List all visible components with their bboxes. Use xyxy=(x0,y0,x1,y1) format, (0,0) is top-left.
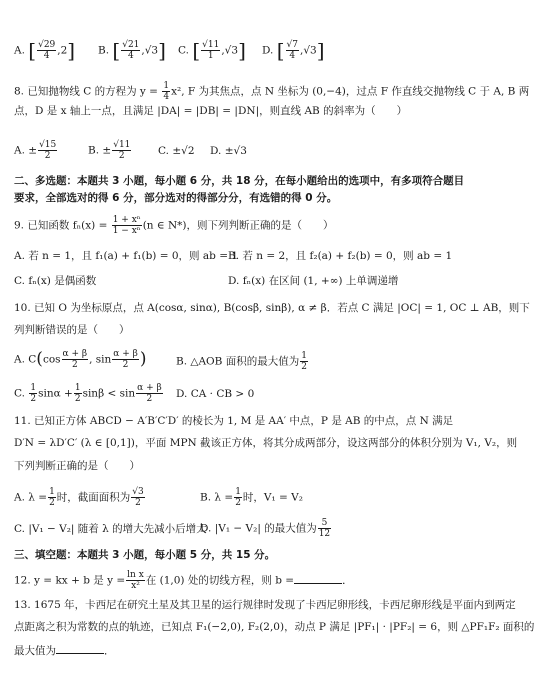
option-text: 时，V₁ = V₂ xyxy=(242,491,303,504)
right-paren: ) xyxy=(139,349,147,369)
q10-option-d: D. CA · CB > 0 xyxy=(176,388,255,400)
option-text: A. C xyxy=(14,353,37,366)
fraction-denominator: 1 xyxy=(207,51,214,61)
fraction-numerator: √15 xyxy=(39,140,57,150)
fraction-numerator: √11 xyxy=(202,40,220,50)
fraction-numerator: √29 xyxy=(38,40,56,50)
left-paren: ( xyxy=(36,349,43,369)
fraction-denominator: 2 xyxy=(49,498,55,508)
option-text: A. λ = xyxy=(14,491,48,504)
option-tail: ,√3 xyxy=(221,44,239,57)
fraction-numerator: ln x xyxy=(127,570,144,580)
q9-option-c: C. fₙ(x) 是偶函数 xyxy=(14,275,97,287)
q13-stem-line3 xyxy=(14,643,115,658)
right-bracket: ] xyxy=(238,38,246,63)
q8-text-a: 8. 已知抛物线 C 的方程为 y = xyxy=(14,85,158,98)
fraction xyxy=(126,570,145,591)
q9-text-a: 9. 已知函数 fₙ(x) = xyxy=(14,219,108,232)
fraction-denominator: 2 xyxy=(71,360,78,370)
option-text: cos xyxy=(42,353,61,366)
fraction xyxy=(136,383,163,404)
fraction-denominator: 2 xyxy=(30,394,37,404)
q8-option-a xyxy=(14,140,58,161)
option-tail: ,2 xyxy=(57,44,68,57)
q12-text-a: 12. y = kx + b 是 y = xyxy=(14,574,126,587)
left-bracket: [ xyxy=(276,38,285,63)
option-text: sinα + xyxy=(38,387,73,400)
fraction-numerator: 1 xyxy=(163,81,170,91)
fraction xyxy=(37,40,56,61)
q11-stem-line1: 11. 已知正方体 ABCD − A′B′C′D′ 的棱长为 1, M 是 AA′ 中点，P 是 AB 的中点，点 N 满足 xyxy=(14,415,454,427)
fraction xyxy=(74,383,82,404)
fraction-denominator: 2 xyxy=(235,498,241,508)
right-bracket: ] xyxy=(67,38,76,63)
q7-option-c xyxy=(178,40,246,61)
fraction-denominator: 4 xyxy=(163,92,170,102)
option-label: D. xyxy=(262,44,274,57)
fraction xyxy=(234,487,242,508)
q9-text-b: (n ∈ N*)，则下列判断正确的是（ ） xyxy=(142,219,334,232)
q11-option-b xyxy=(200,487,303,508)
fraction-denominator: 2 xyxy=(146,394,153,404)
option-label: A. xyxy=(14,44,25,57)
answer-blank[interactable] xyxy=(56,643,104,654)
section-2-title-line2: 要求，全部选对的得 6 分，部分选对的得部分分，有选错的得 0 分。 xyxy=(14,192,338,204)
fraction-numerator: α + β xyxy=(62,349,88,359)
fraction xyxy=(121,40,140,61)
q9-stem xyxy=(14,215,334,236)
fraction-denominator: 12 xyxy=(318,529,331,539)
fraction-denominator: 1 − xⁿ xyxy=(112,226,141,236)
q8-option-c: C. ±√2 xyxy=(158,145,195,157)
q8-option-d: D. ±√3 xyxy=(210,145,247,157)
fraction-denominator: 4 xyxy=(289,51,296,61)
fraction xyxy=(318,518,331,539)
q8-option-b xyxy=(88,140,132,161)
fraction xyxy=(201,40,220,61)
section-2-title-line1: 二、多选题：本题共 3 小题，每小题 6 分，共 18 分，在每小题给出的选项中，有多项符合题目 xyxy=(14,175,465,187)
fraction-numerator: √11 xyxy=(113,140,131,150)
fraction-denominator: 4 xyxy=(43,51,50,61)
fraction-numerator: √3 xyxy=(132,487,144,497)
option-text: 时，截面面积为 xyxy=(56,491,131,504)
fraction-numerator: 1 + xⁿ xyxy=(112,215,141,225)
section-3-title: 三、填空题：本题共 3 小题，每小题 5 分，共 15 分。 xyxy=(14,549,276,561)
answer-blank[interactable] xyxy=(294,573,342,584)
fraction xyxy=(48,487,56,508)
option-text: A. ± xyxy=(14,144,38,157)
q12-text-b: 在 (1,0) 处的切线方程，则 b = xyxy=(145,574,295,587)
q10-stem-line2: 列判断错误的是（ ） xyxy=(14,324,130,336)
fraction-numerator: 1 xyxy=(49,487,55,497)
fraction-denominator: 2 xyxy=(301,362,307,372)
fraction-denominator: 2 xyxy=(135,498,141,508)
q9-option-d: D. fₙ(x) 在区间 (1, +∞) 上单调递增 xyxy=(228,275,399,287)
option-tail: ,√3 xyxy=(300,44,317,57)
fraction-denominator: 4 xyxy=(127,51,134,61)
option-text: B. λ = xyxy=(200,491,234,504)
option-tail: ,√3 xyxy=(141,44,159,57)
q13-text-end: ． xyxy=(104,645,115,657)
left-bracket: [ xyxy=(112,38,121,63)
q9-option-a: A. 若 n = 1，且 f₁(a) + f₁(b) = 0，则 ab = 1 xyxy=(14,250,239,262)
q12-stem xyxy=(14,570,353,591)
q10-option-c xyxy=(14,383,164,404)
q9-option-b: B. 若 n = 2，且 f₂(a) + f₂(b) = 0，则 ab = 1 xyxy=(228,250,453,262)
fraction-numerator: α + β xyxy=(137,383,162,393)
fraction-numerator: √7 xyxy=(286,40,299,50)
q7-option-b xyxy=(98,40,166,61)
option-text: D. |V₁ − V₂| 的最大值为 xyxy=(200,522,317,535)
option-text: sinβ < sin xyxy=(82,387,136,400)
q13-text: 最大值为 xyxy=(14,645,56,657)
left-bracket: [ xyxy=(192,38,201,63)
fraction xyxy=(62,349,89,370)
fraction-numerator: 5 xyxy=(318,518,331,529)
option-text: B. ± xyxy=(88,144,112,157)
fraction xyxy=(38,140,57,161)
fraction-numerator: α + β xyxy=(113,349,138,359)
fraction xyxy=(112,349,139,370)
fraction-numerator: 1 xyxy=(30,383,37,393)
fraction-denominator: 2 xyxy=(122,360,129,370)
q11-option-a xyxy=(14,487,146,508)
fraction xyxy=(286,40,299,61)
q8-stem-line2: 点，D 是 x 轴上一点，且满足 |DA| = |DB| = |DN|，则直线 AB 的斜率为（ ） xyxy=(14,105,408,117)
q7-option-a xyxy=(14,40,75,61)
option-text: , sin xyxy=(89,353,112,366)
q8-stem-line1 xyxy=(14,81,529,102)
fraction-denominator: x² xyxy=(131,581,140,591)
fraction-numerator: 1 xyxy=(74,383,81,393)
q7-option-d xyxy=(262,40,325,61)
q12-text-end: ． xyxy=(342,574,353,587)
option-label: C. xyxy=(178,44,189,57)
fraction-denominator: 2 xyxy=(118,151,125,161)
q10-stem-line1: 10. 已知 O 为坐标原点，点 A(cosα, sinα), B(cosβ, sinβ), α ≠ β．若点 C 满足 |OC| = 1, OC ⊥ AB，则下 xyxy=(14,302,530,314)
q13-stem-line1: 13. 1675 年，卡西尼在研究土星及其卫星的运行规律时发现了卡西尼卵形线，卡西尼卵形线是平面内到两定 xyxy=(14,599,516,611)
q13-stem-line2: 点距离之积为常数的点的轨迹，已知点 F₁(−2,0), F₂(2,0)，动点 P 满足 |PF₁| · |PF₂| = 6，则 △PF₁F₂ 面积的 xyxy=(14,621,534,633)
q10-option-a xyxy=(14,349,146,370)
q8-text-b: x², F 为其焦点，点 N 坐标为 (0,−4)，过点 F 作直线交抛物线 C 于 A, B 两 xyxy=(171,85,530,98)
right-bracket: ] xyxy=(316,38,325,63)
option-label: B. xyxy=(98,44,110,57)
fraction-numerator: 1 xyxy=(301,351,307,361)
fraction xyxy=(131,487,144,508)
q11-stem-line2: D′N = λD′C′ (λ ∈ [0,1])，平面 MPN 截该正方体，将其分成两部分，设这两部分的体积分别为 V₁, V₂，则 xyxy=(14,437,518,449)
fraction-denominator: 2 xyxy=(74,394,81,404)
fraction-denominator: 2 xyxy=(44,151,51,161)
q10-option-b xyxy=(176,351,309,372)
q11-option-d xyxy=(200,518,332,539)
option-text: B. △AOB 面积的最大值为 xyxy=(176,355,300,368)
fraction xyxy=(112,140,131,161)
fraction xyxy=(162,81,170,102)
left-bracket: [ xyxy=(28,38,37,63)
fraction-numerator: 1 xyxy=(235,487,241,497)
right-bracket: ] xyxy=(158,38,166,63)
fraction xyxy=(300,351,308,372)
q11-option-c: C. |V₁ − V₂| 随着 λ 的增大先减小后增大 xyxy=(14,523,207,535)
option-text: C. xyxy=(14,387,25,400)
q11-stem-line3: 下列判断正确的是（ ） xyxy=(14,460,140,472)
fraction xyxy=(112,215,142,236)
fraction xyxy=(29,383,37,404)
fraction-numerator: √21 xyxy=(122,40,140,50)
